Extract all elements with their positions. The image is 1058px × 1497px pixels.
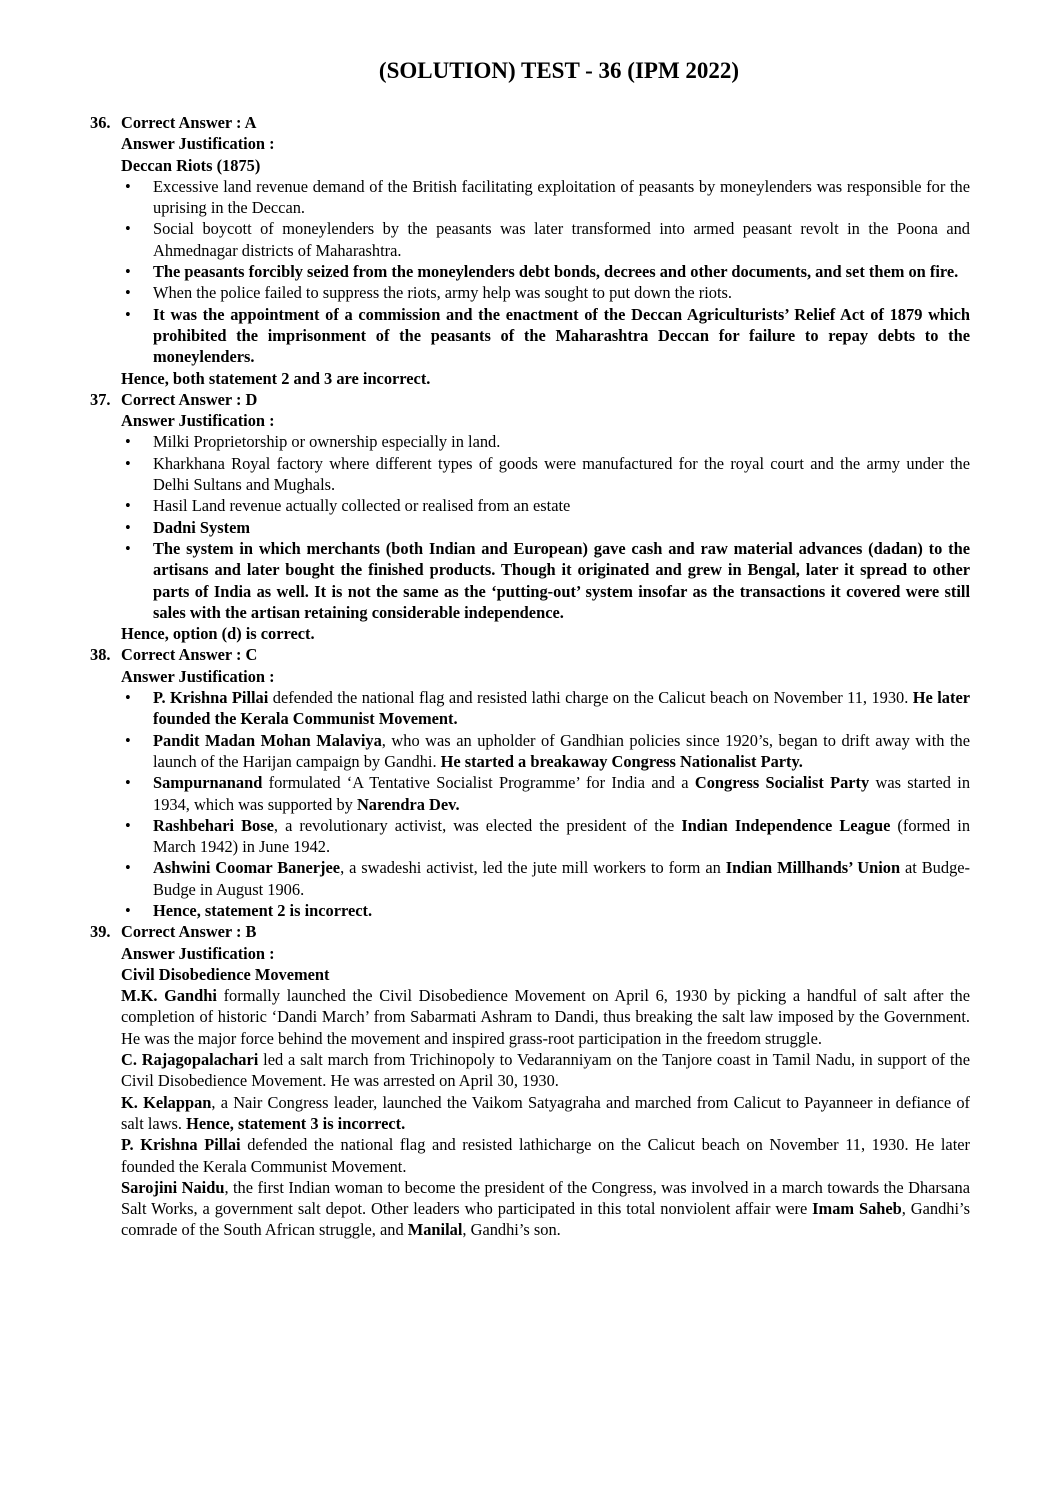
paragraph [121,1049,970,1092]
paragraph [121,1092,970,1135]
text: formally launched the Civil Disobedience Movement on April 6, 1930 by picking a handful of salt after the completion of historic ‘Dandi March’ from Sabarmati Ashram to Dandi, thus breaking the salt law imposed by the Government. He was the major force behind the movement and inspired grass-root participation in the freedom struggle. [121,986,971,1048]
text: , a revolutionary activist, was elected the president of the [273,815,682,835]
text: Milki Proprietorship or ownership especially in land. [153,432,501,452]
text: defended the national flag and resisted lathi charge on the Calicut beach on November 11, 1930. [268,688,913,708]
bold-text: Sarojini Naidu [121,1177,225,1197]
question-number: 39. [90,922,111,942]
paragraph [121,1134,970,1177]
bold-text: Deccan Riots (1875) [121,155,261,175]
bold-text: Pandit Madan Mohan Malaviya [153,730,382,750]
bullet-icon: • [125,283,131,303]
bullet-item [121,495,970,516]
section-heading [121,964,970,985]
correct-answer: Correct Answer : D [121,389,258,409]
question-number: 37. [90,389,111,409]
paragraph [121,985,970,1049]
question-solution [90,644,970,921]
bullet-item [121,900,970,921]
bullet-item [121,453,970,496]
correct-answer: Correct Answer : A [121,113,257,132]
bold-text: Hence, both statement 2 and 3 are incorrect. [121,368,431,388]
bullet-item [121,538,970,623]
text: , a Nair Congress leader, launched the Vaikom Satyagraha and marched from Calicut to Payanneer in defiance of salt laws. [121,1092,971,1133]
bullet-icon: • [125,176,131,196]
question-number: 36. [90,113,111,132]
bullet-item [121,687,970,730]
bullet-item [121,261,970,282]
bullet-icon: • [125,538,131,558]
text: formulated ‘A Tentative Socialist Programme’ for India and a [262,773,695,793]
section-heading [121,368,970,389]
bold-text: Hence, option (d) is correct. [121,624,315,644]
bullet-icon: • [125,432,131,452]
bold-text: He later founded the Kerala Communist Movement. [153,688,971,729]
text: defended the national flag and resisted lathicharge on the Calicut beach on November 11, 1930. He later founded the Kerala Communist Movement. [121,1135,970,1176]
bold-text: Indian Millhands’ Union [725,858,901,878]
bold-text: Sampurnanand [153,773,263,793]
bullet-icon: • [125,453,131,473]
text: Social boycott of moneylenders by the peasants was later transformed into armed peasant revolt in the Poona and Ahmednagar districts of Maharashtra. [153,219,970,260]
bold-text: K. Kelappan [121,1092,212,1112]
answer-justification-label: Answer Justification : [121,943,275,963]
answer-justification-label: Answer Justification : [121,134,275,154]
bullet-icon: • [125,688,131,708]
bullet-item [121,517,970,538]
text: When the police failed to suppress the riots, army help was sought to put down the riots. [153,283,733,303]
question-solution [90,112,970,389]
bold-text: The peasants forcibly seized from the moneylenders debt bonds, decrees and other documents, and set them on fire. [153,262,959,282]
bullet-item [121,282,970,303]
text: Excessive land revenue demand of the British facilitating exploitation of peasants by moneylenders was responsible for the uprising in the Deccan. [153,176,970,218]
bullet-icon: • [125,773,131,793]
bullet-icon: • [125,496,131,516]
bullet-icon: • [125,858,131,878]
bold-text: It was the appointment of a commission and the enactment of the Deccan Agriculturists’ Relief Act of 1879 which prohibited the imprisonment of the peasants of the Maharashtra Deccan for failure to repay debts to the moneylenders. [153,304,970,367]
bold-text: The system in which merchants (both Indian and European) gave cash and raw material advances (dadan) to the artisans and later bought the finished products. Though it originated and grew in Bengal, later it spread to other parts of India as well. It is not the same as the ‘putting-out’ system insofar as the transactions it covered were still sales with the artisan retaining considerable independence. [153,538,970,622]
text: , the first Indian woman to become the president of the Congress, was involved in a march towards the Dharsana Salt Works, a government salt depot. Other leaders who participated in this total nonviolent affair were [121,1177,970,1219]
bullet-item [121,218,970,261]
question-solution [90,921,970,1240]
bold-text: Congress Socialist Party [694,773,870,793]
text: led a salt march from Trichinopoly to Vedaranniyam on the Tanjore coast in Tamil Nadu, in support of the Civil Disobedience Movement. He was arrested on April 30, 1930. [121,1050,970,1091]
bold-text: Civil Disobedience Movement [121,964,330,984]
question-solution [90,389,970,645]
bold-text: Hence, statement 3 is incorrect. [186,1113,406,1133]
bullet-icon: • [125,219,131,239]
bullet-item [121,431,970,452]
question-number: 38. [90,645,111,665]
correct-answer: Correct Answer : B [121,922,257,942]
bold-text: Imam Saheb [812,1199,902,1219]
text: , who was an upholder of Gandhian policies since 1920’s, began to drift away with the launch of the Harijan campaign by Gandhi. [153,730,971,771]
bullet-item [121,772,970,815]
bullet-icon: • [125,730,131,750]
bullet-item [121,730,970,773]
bullet-icon: • [125,262,131,282]
text: , Gandhi’s comrade of the South African struggle, and [121,1199,970,1240]
answer-justification-label: Answer Justification : [121,666,275,686]
text: Kharkhana Royal factory where different types of goods were manufactured for the royal court and the army under the Delhi Sultans and Mughals. [153,453,970,495]
bold-text: Narendra Dev. [356,794,460,814]
bullet-item [121,176,970,219]
bullet-item [121,304,970,368]
bullet-icon: • [125,815,131,835]
text: at Budge-Budge in August 1906. [153,858,970,899]
text: (formed in March 1942) in June 1942. [153,815,971,857]
bold-text: Manilal [407,1220,463,1240]
correct-answer: Correct Answer : C [121,645,258,665]
bold-text: Hence, statement 2 is incorrect. [153,900,373,920]
bold-text: Dadni System [153,517,250,537]
bold-text: M.K. Gandhi [121,986,217,1006]
solutions-list [90,112,970,1241]
bold-text: Ashwini Coomar Banerjee [153,858,341,878]
bullet-item [121,815,970,858]
bold-text: Indian Independence League [681,815,891,835]
text: , Gandhi’s son. [462,1220,561,1240]
bullet-icon: • [125,517,131,537]
bold-text: Rashbehari Bose [153,815,274,835]
bold-text: P. Krishna Pillai [121,1135,241,1155]
text: was started in 1934, which was supported by [153,773,971,814]
bold-text: He started a breakaway Congress Nationalist Party. [440,751,803,771]
text: Hasil Land revenue actually collected or realised from an estate [153,496,571,516]
section-heading [121,623,970,644]
paragraph [121,1177,970,1241]
bullet-icon: • [125,304,131,324]
bullet-item [121,857,970,900]
section-heading [121,155,970,176]
bold-text: C. Rajagopalachari [121,1050,259,1070]
page-title: (SOLUTION) TEST - 36 (IPM 2022) [378,58,740,83]
bullet-icon: • [125,900,131,920]
text: , a swadeshi activist, led the jute mill workers to form an [340,858,726,878]
bold-text: P. Krishna Pillai [153,688,269,708]
answer-justification-label: Answer Justification : [121,411,275,431]
